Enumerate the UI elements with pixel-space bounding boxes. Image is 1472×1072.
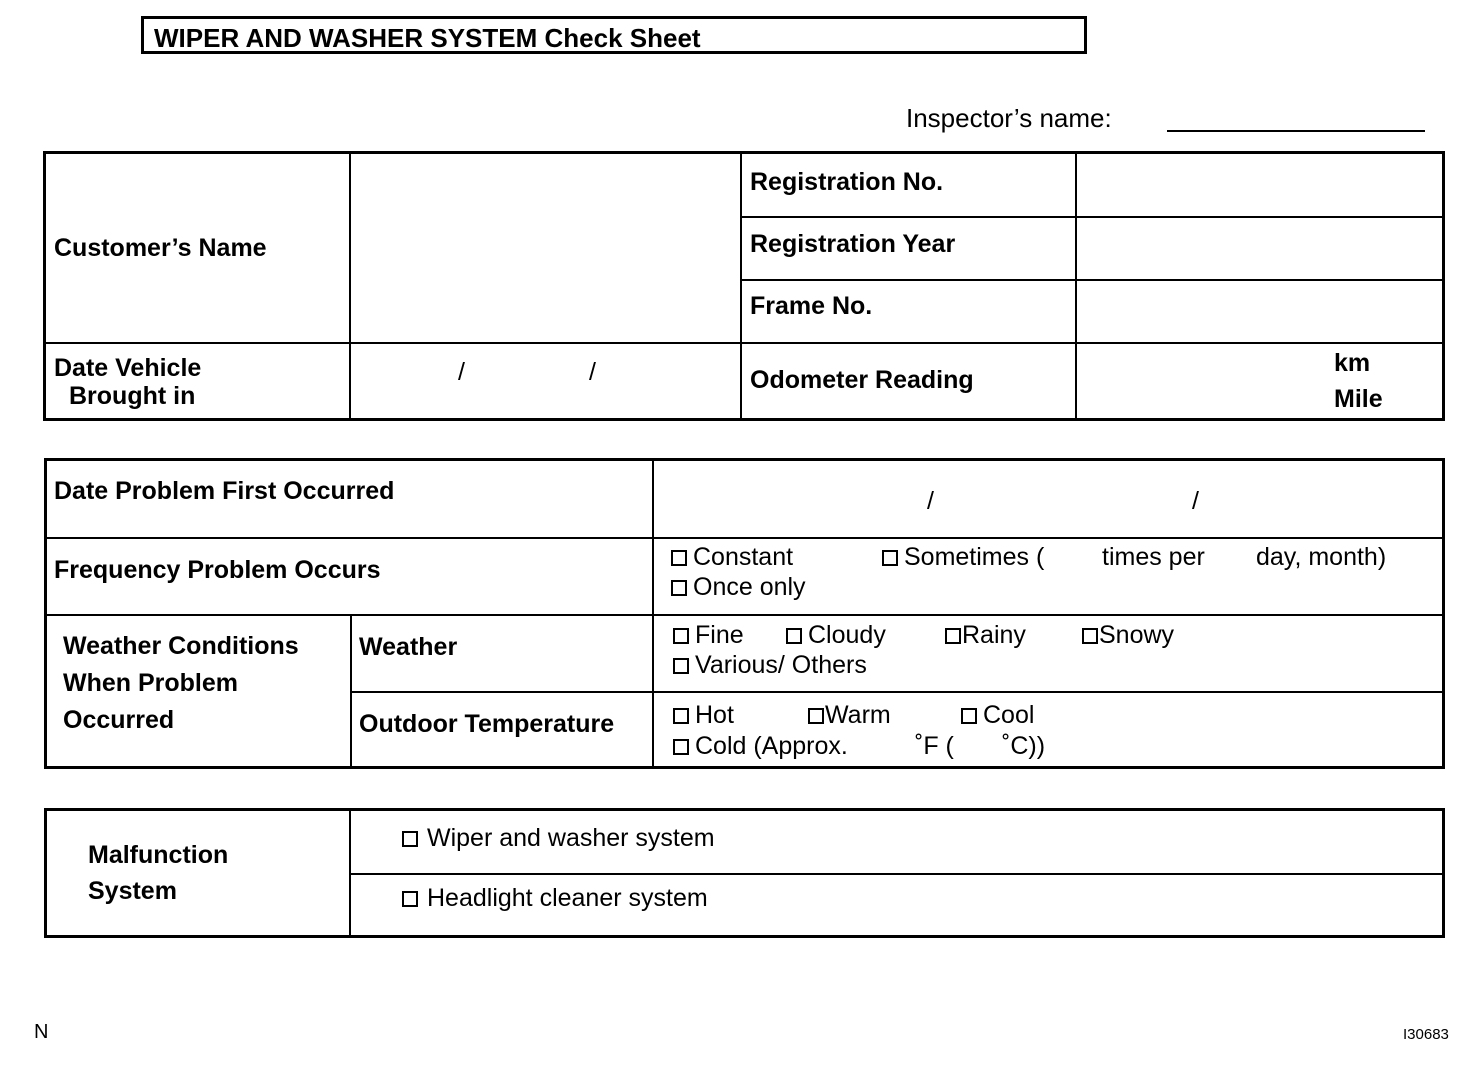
odometer-unit-km: km bbox=[1334, 349, 1371, 377]
freq-day-month: day, month) bbox=[1256, 543, 1387, 571]
weather-rainy-option[interactable]: Rainy bbox=[945, 621, 1026, 650]
checkbox[interactable] bbox=[808, 708, 824, 724]
inspector-name-field[interactable] bbox=[1167, 130, 1425, 132]
weather-conditions-label-line3: Occurred bbox=[63, 706, 175, 734]
checkbox[interactable] bbox=[402, 831, 418, 847]
checkbox[interactable] bbox=[402, 891, 418, 907]
footer-left-code: N bbox=[34, 1021, 49, 1043]
checkbox[interactable] bbox=[945, 628, 961, 644]
date-first-slash-1: / bbox=[927, 487, 934, 515]
temp-fahrenheit: ˚F ( bbox=[915, 732, 954, 760]
problem-table bbox=[44, 458, 1445, 769]
malfunction-table bbox=[44, 808, 1445, 938]
customer-table bbox=[43, 151, 1445, 421]
odometer-unit-mile: Mile bbox=[1334, 385, 1383, 413]
date-first-slash-2: / bbox=[1192, 487, 1199, 515]
customer-name-field[interactable] bbox=[352, 156, 738, 340]
checkbox[interactable] bbox=[1082, 628, 1098, 644]
date-brought-slash-1: / bbox=[458, 358, 465, 386]
checkbox[interactable] bbox=[671, 580, 687, 596]
freq-constant-option[interactable]: Constant bbox=[671, 543, 793, 572]
frame-no-field[interactable] bbox=[1078, 282, 1440, 340]
temp-hot-option[interactable]: Hot bbox=[673, 701, 734, 730]
date-brought-label-line1: Date Vehicle bbox=[54, 354, 202, 382]
weather-conditions-label-line2: When Problem bbox=[63, 669, 239, 697]
checkbox[interactable] bbox=[671, 550, 687, 566]
title-box bbox=[141, 16, 1087, 54]
temp-cool-option[interactable]: Cool bbox=[961, 701, 1034, 730]
date-brought-label-line2: Brought in bbox=[69, 382, 196, 410]
page-title: WIPER AND WASHER SYSTEM Check Sheet bbox=[154, 23, 701, 53]
registration-no-field[interactable] bbox=[1078, 156, 1440, 214]
malfunction-label-line2: System bbox=[88, 877, 177, 905]
inspector-label: Inspector’s name: bbox=[906, 103, 1112, 133]
checkbox[interactable] bbox=[882, 550, 898, 566]
footer-figure-id: I30683 bbox=[1403, 1026, 1449, 1043]
malfunction-wiper-option[interactable]: Wiper and washer system bbox=[402, 824, 715, 853]
freq-sometimes-option[interactable]: Sometimes ( bbox=[882, 543, 1044, 572]
weather-cloudy-option[interactable]: Cloudy bbox=[786, 621, 886, 650]
checkbox[interactable] bbox=[786, 628, 802, 644]
freq-once-option[interactable]: Once only bbox=[671, 573, 806, 602]
weather-label: Weather bbox=[359, 633, 458, 661]
outdoor-temperature-label: Outdoor Temperature bbox=[359, 710, 615, 738]
weather-fine-option[interactable]: Fine bbox=[673, 621, 744, 650]
registration-year-field[interactable] bbox=[1078, 219, 1440, 277]
checkbox[interactable] bbox=[673, 739, 689, 755]
checkbox[interactable] bbox=[673, 658, 689, 674]
checkbox[interactable] bbox=[961, 708, 977, 724]
frame-no-label: Frame No. bbox=[750, 292, 873, 320]
weather-conditions-label-line1: Weather Conditions bbox=[63, 632, 299, 660]
weather-snowy-option[interactable]: Snowy bbox=[1082, 621, 1174, 650]
malfunction-label-line1: Malfunction bbox=[88, 841, 229, 869]
freq-times-per: times per bbox=[1102, 543, 1205, 571]
checkbox[interactable] bbox=[673, 708, 689, 724]
date-brought-slash-2: / bbox=[589, 358, 596, 386]
date-first-label: Date Problem First Occurred bbox=[54, 477, 395, 505]
registration-no-label: Registration No. bbox=[750, 168, 944, 196]
malfunction-headlight-option[interactable]: Headlight cleaner system bbox=[402, 884, 708, 913]
checkbox[interactable] bbox=[673, 628, 689, 644]
customer-name-label: Customer’s Name bbox=[54, 234, 267, 262]
frequency-label: Frequency Problem Occurs bbox=[54, 556, 381, 584]
temp-cold-option[interactable]: Cold (Approx. bbox=[673, 732, 848, 761]
weather-various-option[interactable]: Various/ Others bbox=[673, 651, 867, 680]
odometer-label: Odometer Reading bbox=[750, 366, 974, 394]
temp-warm-option[interactable]: Warm bbox=[808, 701, 891, 730]
temp-celsius: ˚C)) bbox=[1002, 732, 1046, 760]
registration-year-label: Registration Year bbox=[750, 230, 956, 258]
